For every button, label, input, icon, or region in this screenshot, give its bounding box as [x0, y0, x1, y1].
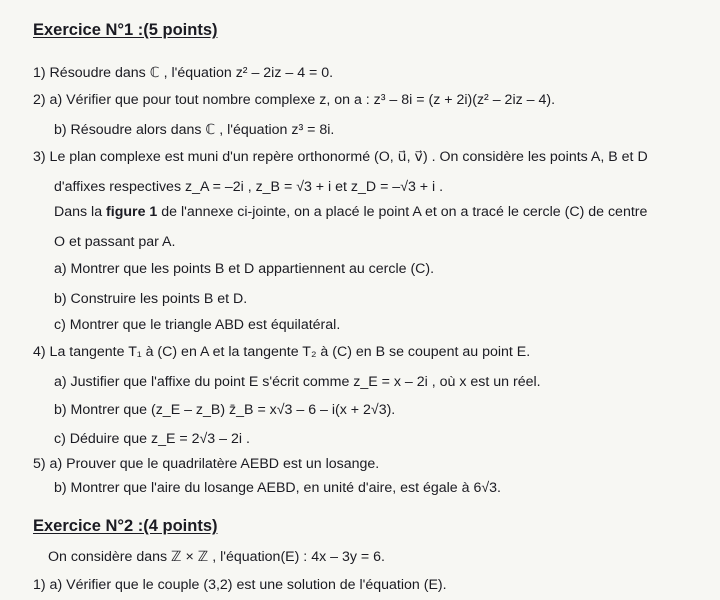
ex2-line-2: 1) a) Vérifier que le couple (3,2) est une solution de l'équation (E).	[33, 577, 447, 593]
ex1-line-7: O et passant par A.	[54, 234, 176, 250]
ex1-line-15: 5) a) Prouver que le quadrilatère AEBD est un losange.	[33, 456, 380, 472]
ex1-line-6-pre: Dans la	[54, 204, 107, 220]
ex1-line-3: b) Résoudre alors dans ℂ , l'équation z³ = 8i.	[54, 122, 335, 138]
ex1-line-6-bold: figure 1	[106, 204, 158, 220]
ex1-line-12: a) Justifier que l'affixe du point E s'écrit comme z_E = x – 2i , où x est un réel.	[54, 374, 541, 390]
ex1-line-4: 3) Le plan complexe est muni d'un repère orthonormé (O, u⃗, v⃗) . On considère les points A, B et D	[33, 149, 648, 165]
ex1-line-14: c) Déduire que z_E = 2√3 – 2i .	[54, 431, 250, 447]
ex1-line-2: 2) a) Vérifier que pour tout nombre complexe z, on a : z³ – 8i = (z + 2i)(z² – 2iz – 4).	[33, 92, 556, 108]
ex1-line-16: b) Montrer que l'aire du losange AEBD, en unité d'aire, est égale à 6√3.	[54, 480, 501, 496]
ex2-line-1: On considère dans ℤ × ℤ , l'équation(E) : 4x – 3y = 6.	[48, 549, 385, 565]
ex1-line-6-post: de l'annexe ci-jointe, on a placé le point A et on a tracé le cercle (C) de centre	[157, 204, 648, 220]
exercise2-title: Exercice N°2 :(4 points)	[33, 517, 218, 535]
ex1-line-1: 1) Résoudre dans ℂ , l'équation z² – 2iz – 4 = 0.	[33, 65, 334, 81]
exercise1-title: Exercice N°1 :(5 points)	[33, 21, 218, 39]
ex1-line-10: c) Montrer que le triangle ABD est équilatéral.	[54, 317, 341, 333]
ex1-line-9: b) Construire les points B et D.	[54, 291, 248, 307]
ex1-line-13: b) Montrer que (z_E – z_B) z̄_B = x√3 – 6 – i(x + 2√3).	[54, 402, 396, 418]
ex1-line-8: a) Montrer que les points B et D appartiennent au cercle (C).	[54, 261, 435, 277]
ex1-line-5: d'affixes respectives z_A = –2i , z_B = √3 + i et z_D = –√3 + i .	[54, 179, 444, 195]
ex1-line-11: 4) La tangente T₁ à (C) en A et la tangente T₂ à (C) en B se coupent au point E.	[33, 344, 531, 360]
ex1-line-6	[54, 203, 647, 221]
